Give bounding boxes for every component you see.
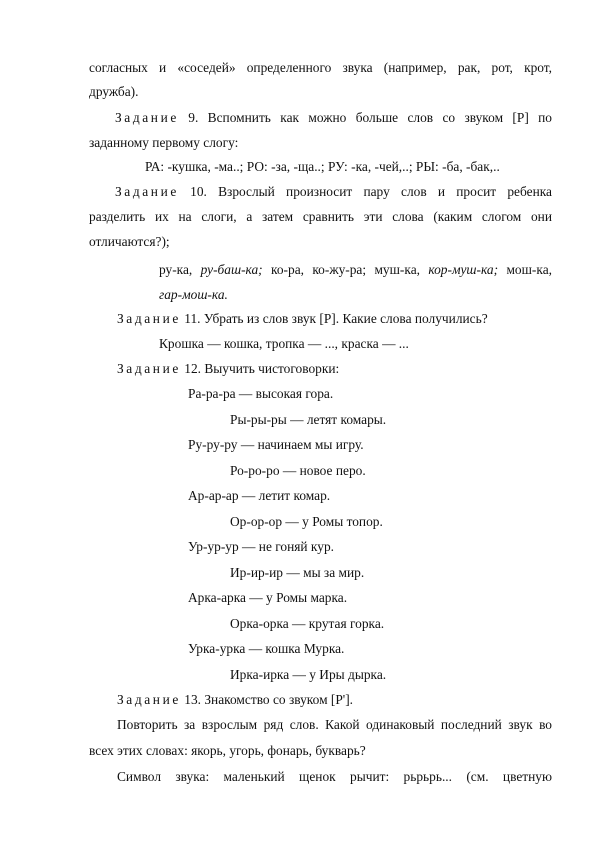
word-pair-italic: кор-муш-ка; [428, 262, 499, 277]
word-pairs-line [159, 263, 552, 276]
tongue-twister: Ры-ры-ры — летят комары. [230, 412, 387, 427]
task-9-heading [89, 111, 552, 124]
task-text: 10. Взрослый произносит пару слов и просит ребенка [190, 184, 552, 199]
paragraph-text: Символ звука: маленький щенок рычит: рьрьрь... (см. цветную [117, 769, 552, 784]
tongue-twister: Ир-ир-ир — мы за мир. [230, 565, 365, 580]
task-10-heading [89, 185, 552, 198]
task-label: Задание [115, 184, 179, 199]
tongue-twister: Ор-ор-ор — у Ромы топор. [230, 514, 383, 529]
task-13-heading [117, 693, 353, 706]
paragraph-line: согласных и «соседей» определенного звука (например, рак, рот, крот, [89, 60, 552, 75]
task-12-heading [117, 362, 339, 375]
task-label: Задание [117, 311, 181, 326]
task-text: 12. Выучить чистоговорки: [184, 361, 340, 376]
paragraph-line [89, 770, 552, 783]
paragraph-text: Повторить за взрослым ряд слов. Какой одинаковый последний звук во [117, 717, 552, 732]
tongue-twister: Ру-ру-ру — начинаем мы игру. [188, 437, 364, 452]
word-pair: ко-ра, ко-жу-ра; муш-ка, [262, 262, 429, 277]
task-text: 13. Знакомство со звуком [Р']. [184, 692, 354, 707]
task-label: Задание [117, 692, 181, 707]
word-pair-italic: ру-баш-ка; [200, 262, 263, 277]
word-pair: мош-ка, [498, 262, 552, 277]
tongue-twister: Ра-ра-ра — высокая гора. [188, 386, 334, 401]
example-line: Крошка — кошка, тропка — ..., краска — ... [159, 336, 409, 351]
paragraph-line: заданному первому слогу: [89, 135, 239, 150]
paragraph-line: разделить их на слоги, а затем сравнить эти слова (каким слогом они [89, 209, 552, 224]
word-pair-italic: гар-мош-ка. [159, 287, 228, 302]
tongue-twister: Ро-ро-ро — новое перо. [230, 463, 366, 478]
paragraph-line: дружба). [89, 84, 139, 99]
tongue-twister: Орка-орка — крутая горка. [230, 616, 385, 631]
task-label: Задание [115, 110, 179, 125]
tongue-twister: Урка-урка — кошка Мурка. [188, 641, 345, 656]
tongue-twister: Ирка-ирка — у Иры дырка. [230, 667, 387, 682]
task-11-heading [117, 312, 488, 325]
tongue-twister: Арка-арка — у Ромы марка. [188, 590, 348, 605]
word-pair: ру-ка, [159, 262, 201, 277]
task-text: 11. Убрать из слов звук [Р]. Какие слова получились? [184, 311, 488, 326]
paragraph-line: всех этих словах: якорь, угорь, фонарь, букварь? [89, 743, 366, 758]
tongue-twister: Ар-ар-ар — летит комар. [188, 488, 331, 503]
tongue-twister: Ур-ур-ур — не гоняй кур. [188, 539, 334, 554]
task-label: Задание [117, 361, 181, 376]
paragraph-line [89, 718, 552, 731]
task-text: 9. Вспомнить как можно больше слов со звуком [Р] по [188, 110, 552, 125]
syllable-list: РА: -кушка, -ма..; РО: -за, -ща..; РУ: -ка, -чей,..; РЫ: -ба, -бак,.. [145, 159, 500, 174]
paragraph-line: отличаются?); [89, 234, 170, 249]
